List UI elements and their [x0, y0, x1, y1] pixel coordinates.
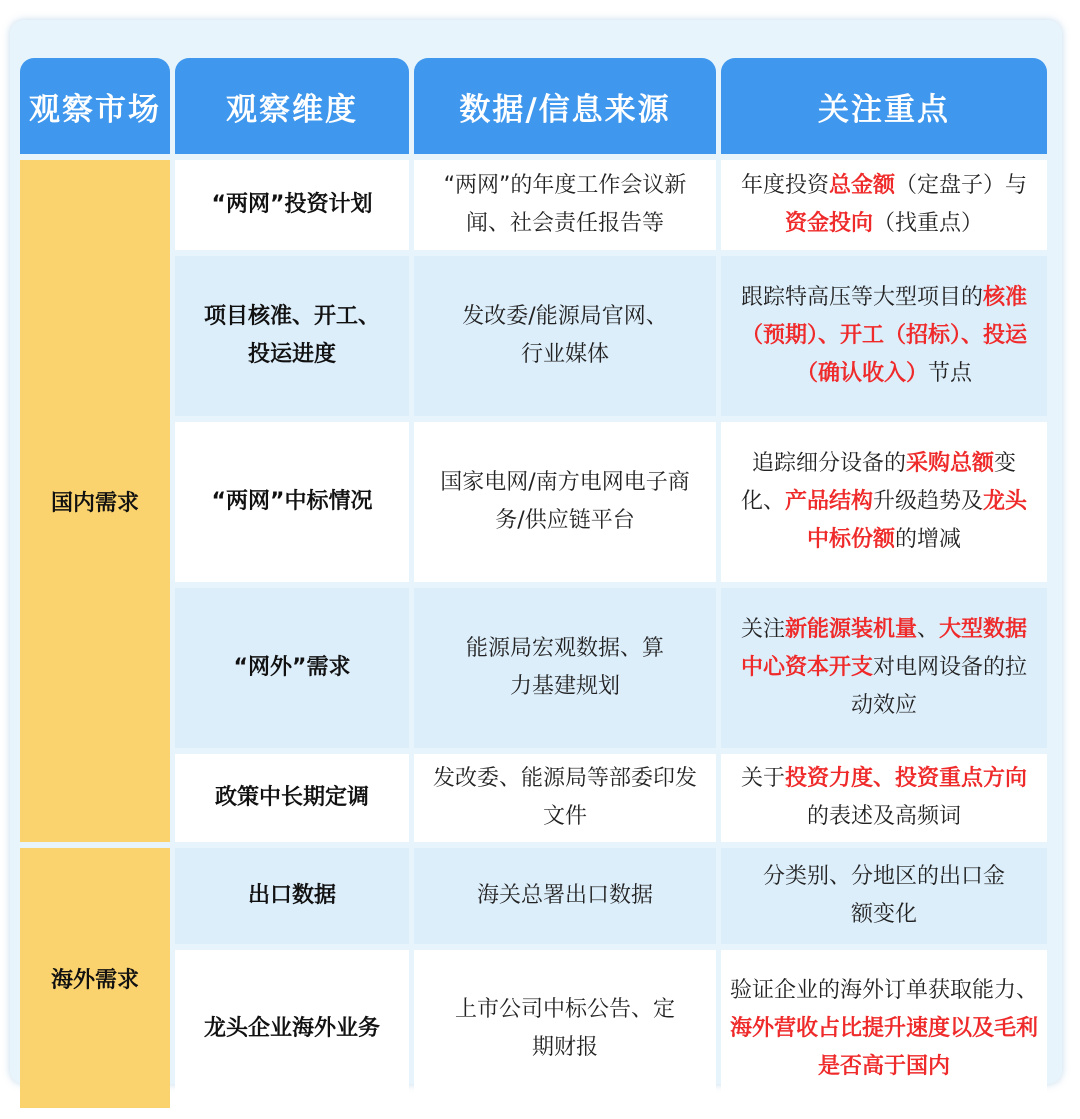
dimension-cell: “两网”投资计划 — [175, 160, 409, 250]
focus-text: 变化、 — [740, 451, 1017, 514]
focus-text: 升级趋势及 — [873, 489, 984, 514]
focus-text: 的表述及高频词 — [806, 804, 961, 829]
focus-cell — [721, 848, 1047, 944]
focus-highlight-text: 龙头中标份额 — [806, 489, 1028, 552]
source-cell: 能源局宏观数据、算力基建规划 — [414, 588, 716, 748]
dimension-cell: 政策中长期定调 — [175, 754, 409, 842]
header-focus: 关注重点 — [721, 58, 1047, 154]
focus-text: 节点 — [928, 361, 973, 386]
dimension-cell: 出口数据 — [175, 848, 409, 944]
focus-text: 验证企业的海外订单获取能力、 — [729, 978, 1038, 1003]
focus-text: 年度投资 — [740, 173, 829, 198]
focus-cell — [721, 256, 1047, 416]
focus-highlight-text: 总金额 — [828, 173, 895, 198]
focus-text: （定盘子）与 — [895, 173, 1028, 198]
dimension-cell: “网外”需求 — [175, 588, 409, 748]
dimension-cell: “两网”中标情况 — [175, 422, 409, 582]
focus-highlight-text: 海外营收占比提升速度以及毛利是否高于国内 — [729, 1016, 1038, 1079]
focus-highlight-text: 大型数据中心资本开支 — [740, 617, 1028, 680]
focus-text: 关于 — [740, 766, 785, 791]
dimension-cell: 龙头企业海外业务 — [175, 950, 409, 1108]
focus-cell — [721, 160, 1047, 250]
focus-text: 、 — [917, 617, 940, 642]
focus-text: 追踪细分设备的 — [751, 451, 906, 476]
focus-text: 分类别、分地区的出口金额变化 — [762, 864, 1005, 927]
focus-highlight-text: 采购总额 — [905, 451, 994, 476]
focus-text: 的增减 — [895, 527, 962, 552]
source-cell: “两网”的年度工作会议新闻、社会责任报告等 — [414, 160, 716, 250]
source-cell: 发改委、能源局等部委印发文件 — [414, 754, 716, 842]
header-market: 观察市场 — [20, 58, 170, 154]
focus-cell — [721, 950, 1047, 1108]
observation-table — [20, 58, 1047, 1108]
header-dimension: 观察维度 — [175, 58, 409, 154]
market-overseas: 海外需求 — [20, 848, 170, 1108]
focus-text: 跟踪特高压等大型项目的 — [740, 285, 983, 310]
focus-cell — [721, 754, 1047, 842]
source-cell: 上市公司中标公告、定期财报 — [414, 950, 716, 1108]
focus-highlight-text: 产品结构 — [784, 489, 873, 514]
focus-highlight-text: 新能源装机量 — [784, 617, 917, 642]
source-cell: 国家电网/南方电网电子商务/供应链平台 — [414, 422, 716, 582]
focus-highlight-text: 资金投向 — [784, 211, 873, 236]
focus-cell — [721, 422, 1047, 582]
focus-highlight-text: 核准（预期）、开工（招标）、投运（确认收入） — [740, 285, 1028, 386]
source-cell: 发改委/能源局官网、行业媒体 — [414, 256, 716, 416]
dimension-cell: 项目核准、开工、投运进度 — [175, 256, 409, 416]
source-cell: 海关总署出口数据 — [414, 848, 716, 944]
focus-text: （找重点） — [873, 211, 984, 236]
header-source: 数据/信息来源 — [414, 58, 716, 154]
market-domestic: 国内需求 — [20, 160, 170, 842]
focus-text: 对电网设备的拉动效应 — [850, 655, 1028, 718]
focus-text: 关注 — [740, 617, 785, 642]
focus-cell — [721, 588, 1047, 748]
focus-highlight-text: 投资力度、投资重点方向 — [785, 766, 1028, 791]
